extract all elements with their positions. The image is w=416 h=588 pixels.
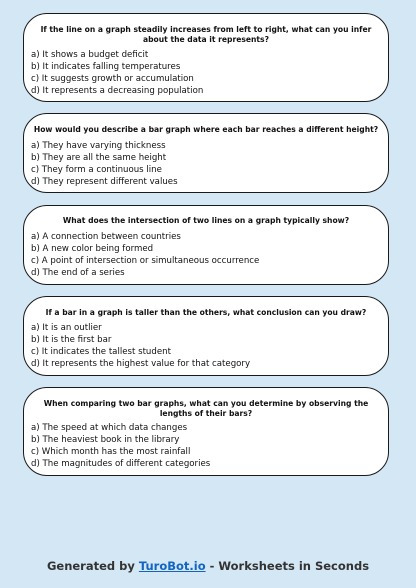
answer-option-c: c) They form a continuous line: [31, 165, 162, 175]
question-card-3: [23, 205, 389, 285]
answer-option-a: a) A connection between countries: [31, 232, 181, 242]
question-card-5: [23, 387, 389, 476]
footer: [0, 559, 416, 573]
answer-option-a: a) The speed at which data changes: [31, 423, 188, 433]
answer-option-c: c) It suggests growth or accumulation: [31, 74, 194, 84]
answer-option-d: d) It represents a decreasing population: [31, 86, 204, 96]
answer-option-c: c) It indicates the tallest student: [31, 347, 171, 357]
question-card-4: [23, 296, 389, 376]
question-card-2: [23, 113, 389, 193]
answer-option-d: d) The end of a series: [31, 268, 125, 278]
answer-option-a: a) It is an outlier: [31, 323, 102, 333]
answer-option-d: d) The magnitudes of different categories: [31, 459, 211, 469]
footer-prefix: Generated by: [46, 559, 139, 573]
brand-link[interactable]: TuroBot.io: [138, 559, 206, 573]
answer-option-d: d) They represent different values: [31, 177, 178, 187]
answer-option-b: b) It indicates falling temperatures: [31, 62, 181, 72]
footer-suffix: - Worksheets in Seconds: [205, 559, 370, 573]
answer-option-a: a) It shows a budget deficit: [31, 50, 149, 60]
question-card-1: [23, 13, 389, 102]
answer-option-d: d) It represents the highest value for that category: [31, 359, 251, 369]
answer-option-b: b) It is the first bar: [31, 335, 112, 345]
answer-option-b: b) They are all the same height: [31, 153, 167, 163]
question-text: How would you describe a bar graph where each bar reaches a different height?: [33, 125, 379, 134]
answer-option-b: b) A new color being formed: [31, 244, 154, 254]
question-text: If the line on a graph steadily increases from left to right, what can you infer about the data it represents?: [40, 25, 372, 44]
answer-option-a: a) They have varying thickness: [31, 141, 166, 151]
question-text: What does the intersection of two lines on a graph typically show?: [62, 216, 350, 225]
question-text: When comparing two bar graphs, what can you determine by observing the lengths of their bars?: [43, 399, 369, 418]
answer-option-b: b) The heaviest book in the library: [31, 435, 180, 445]
answer-option-c: c) A point of intersection or simultaneous occurrence: [31, 256, 260, 266]
answer-option-c: c) Which month has the most rainfall: [31, 447, 191, 457]
question-text: If a bar in a graph is taller than the others, what conclusion can you draw?: [45, 308, 367, 317]
